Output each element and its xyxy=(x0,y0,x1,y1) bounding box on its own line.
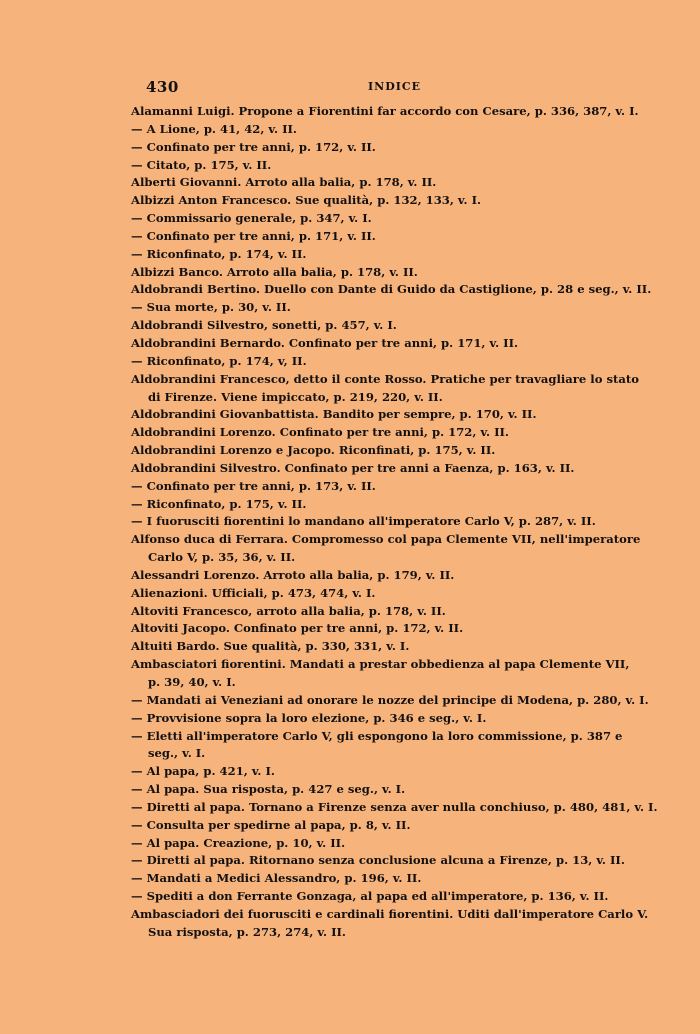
index-subentry: — Consulta per spedirne al papa, p. 8, v. II. xyxy=(131,817,411,832)
index-subentry: — Confinato per tre anni, p. 171, v. II. xyxy=(131,228,376,243)
index-subentry: — Confinato per tre anni, p. 172, v. II. xyxy=(131,139,376,154)
index-subentry: — A Lione, p. 41, 42, v. II. xyxy=(131,121,297,136)
page-header xyxy=(146,78,646,98)
index-subentry: — Mandati ai Veneziani ad onorare le nozze del principe di Modena, p. 280, v. I. xyxy=(131,692,649,707)
index-subentry: — Provvisione sopra la loro elezione, p. 346 e seg., v. I. xyxy=(131,710,487,725)
index-entry: Altoviti Francesco, arroto alla balia, p. 178, v. II. xyxy=(131,603,446,618)
index-entry-continuation: p. 39, 40, v. I. xyxy=(148,675,236,689)
index-subentry: — Confinato per tre anni, p. 173, v. II. xyxy=(131,478,376,493)
index-entry: Ambasciadori dei fuorusciti e cardinali fiorentini. Uditi dall'imperatore Carlo V. xyxy=(131,906,649,921)
index-subentry: — I fuorusciti fiorentini lo mandano all'imperatore Carlo V, p. 287, v. II. xyxy=(131,514,596,529)
index-entry: Aldobrandini Lorenzo. Confinato per tre anni, p. 172, v. II. xyxy=(131,425,509,440)
index-subentry: — Al papa, p. 421, v. I. xyxy=(131,764,275,779)
index-entries xyxy=(131,103,656,942)
index-subentry: — Spediti a don Ferrante Gonzaga, al papa ed all'imperatore, p. 136, v. II. xyxy=(131,889,609,904)
index-entry: Altuiti Bardo. Sue qualità, p. 330, 331, v. I. xyxy=(131,639,410,654)
index-entry: Aldobrandini Lorenzo e Jacopo. Riconfinati, p. 175, v. II. xyxy=(131,443,496,458)
index-entry-continuation: di Firenze. Viene impiccato, p. 219, 220, v. II. xyxy=(148,389,443,404)
index-entry: Aldobrandi Bertino. Duello con Dante di Guido da Castiglione, p. 28 e seg., v. II. xyxy=(131,282,652,297)
page-number: 430 xyxy=(146,78,179,96)
index-entry: Albizzi Banco. Arroto alla balia, p. 178, v. II. xyxy=(131,264,418,279)
index-subentry: — Citato, p. 175, v. II. xyxy=(131,157,272,172)
index-subentry: — Sua morte, p. 30, v. II. xyxy=(131,300,291,315)
index-subentry: — Commissario generale, p. 347, v. I. xyxy=(131,211,372,226)
index-entry: Albizzi Anton Francesco. Sue qualità, p. 132, 133, v. I. xyxy=(131,193,482,208)
index-entry: Altoviti Jacopo. Confinato per tre anni, p. 172, v. II. xyxy=(131,621,464,636)
index-entry-continuation: Sua risposta, p. 273, 274, v. II. xyxy=(148,924,346,939)
index-entry: Alberti Giovanni. Arroto alla balia, p. 178, v. II. xyxy=(131,175,437,190)
running-title: INDICE xyxy=(368,80,422,93)
index-entry-continuation: Carlo V, p. 35, 36, v. II. xyxy=(148,550,296,565)
index-subentry: — Diretti al papa. Ritornano senza conclusione alcuna a Firenze, p. 13, v. II. xyxy=(131,853,625,868)
index-subentry: — Al papa. Sua risposta, p. 427 e seg., v. I. xyxy=(131,782,406,797)
index-entry-continuation: seg., v. I. xyxy=(148,746,206,761)
index-entry: Alessandri Lorenzo. Arroto alla balia, p. 179, v. II. xyxy=(131,567,455,582)
index-entry: Aldobrandini Silvestro. Confinato per tre anni a Faenza, p. 163, v. II. xyxy=(131,460,575,475)
index-entry: Aldobrandini Giovanbattista. Bandito per sempre, p. 170, v. II. xyxy=(131,407,537,422)
index-entry: Alienazioni. Ufficiali, p. 473, 474, v. I. xyxy=(131,585,376,600)
index-subentry: — Riconfinato, p. 174, v, II. xyxy=(131,353,307,368)
index-subentry: — Riconfinato, p. 175, v. II. xyxy=(131,496,307,511)
index-entry: Aldobrandini Francesco, detto il conte Rosso. Pratiche per travagliare lo stato xyxy=(131,371,639,386)
index-subentry: — Diretti al papa. Tornano a Firenze senza aver nulla conchiuso, p. 480, 481, v. I. xyxy=(131,799,658,814)
index-entry: Alfonso duca di Ferrara. Compromesso col papa Clemente VII, nell'imperatore xyxy=(131,532,641,547)
index-entry: Ambasciatori fiorentini. Mandati a prestar obbedienza al papa Clemente VII, xyxy=(131,657,630,672)
index-subentry: — Eletti all'imperatore Carlo V, gli espongono la loro commissione, p. 387 e xyxy=(131,728,623,743)
index-subentry: — Riconfinato, p. 174, v. II. xyxy=(131,246,307,261)
index-entry: Aldobrandi Silvestro, sonetti, p. 457, v. I. xyxy=(131,318,397,333)
index-subentry: — Mandati a Medici Alessandro, p. 196, v. II. xyxy=(131,871,422,886)
index-entry: Alamanni Luigi. Propone a Fiorentini far accordo con Cesare, p. 336, 387, v. I. xyxy=(131,104,639,118)
index-subentry: — Al papa. Creazione, p. 10, v. II. xyxy=(131,835,346,850)
index-entry: Aldobrandini Bernardo. Confinato per tre anni, p. 171, v. II. xyxy=(131,335,519,350)
